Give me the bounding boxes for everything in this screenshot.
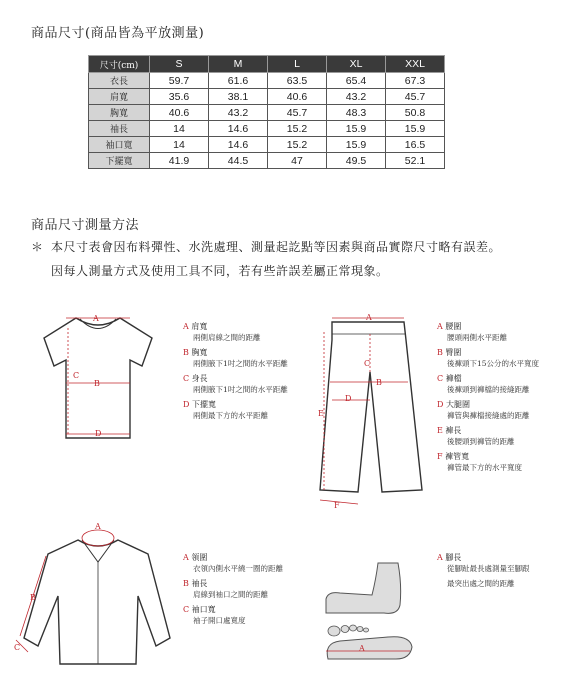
- tshirt-mark-a: A: [93, 314, 99, 323]
- table-cell: 15.2: [268, 137, 327, 153]
- row-label: 袖長: [89, 121, 150, 137]
- note-line-1: 本尺寸表會因布料彈性、水洗處理、測量起訖點等因素與商品實際尺寸略有誤差。: [51, 240, 502, 254]
- table-cell: 15.9: [327, 137, 386, 153]
- header-cell: L: [268, 56, 327, 73]
- table-cell: 43.2: [209, 105, 268, 121]
- table-cell: 15.2: [268, 121, 327, 137]
- table-cell: 14: [150, 121, 209, 137]
- table-row: [89, 105, 445, 121]
- header-cell: M: [209, 56, 268, 73]
- table-cell: 52.1: [386, 153, 445, 169]
- feet-legend: A 腳長 從腳趾最長處測量至腳跟 最突出處之間的距離: [437, 553, 530, 588]
- table-cell: 43.2: [327, 89, 386, 105]
- row-label: 下擺寬: [89, 153, 150, 169]
- table-cell: 14.6: [209, 137, 268, 153]
- shirt-mark-a: A: [95, 522, 101, 531]
- table-row: [89, 89, 445, 105]
- table-cell: 41.9: [150, 153, 209, 169]
- row-label: 衣長: [89, 73, 150, 89]
- shirt-mark-c: C: [14, 643, 21, 652]
- pants-legend: A 腰圍 腰頭兩側水平距離 B 臀圍 後褲頭下15公分的水平寬度 C 褲檔 後褲頭到褲檔的接縫距離 D 大腿圍 褲管與褲檔接縫處的距離 E 褲長 後腰頭到褲管的距離 F 褲管寬 褲管最下方的水平寬度: [437, 322, 540, 472]
- table-row: [89, 137, 445, 153]
- method-title: 商品尺寸測量方法: [31, 218, 140, 233]
- table-cell: 49.5: [327, 153, 386, 169]
- table-cell: 63.5: [268, 73, 327, 89]
- header-cell: XXL: [386, 56, 445, 73]
- pants-diagram: [310, 312, 430, 512]
- pants-mark-e: E: [318, 409, 324, 418]
- pants-mark-a: A: [366, 313, 372, 322]
- shirt-legend: A 領圍 衣領內側水平繞一圈的距離 B 袖長 肩線到袖口之間的距離 C 袖口寬 袖子開口處寬度: [183, 553, 283, 625]
- table-row: [89, 73, 445, 89]
- table-row: [89, 153, 445, 169]
- table-cell: 16.5: [386, 137, 445, 153]
- table-cell: 44.5: [209, 153, 268, 169]
- table-cell: 35.6: [150, 89, 209, 105]
- pants-mark-d: D: [345, 394, 352, 403]
- note-line-2: 因每人測量方式及使用工具不同，若有些許誤差屬正常現象。: [51, 264, 389, 278]
- table-cell: 50.8: [386, 105, 445, 121]
- header-cell: XL: [327, 56, 386, 73]
- tshirt-mark-b: B: [94, 379, 100, 388]
- pants-mark-f: F: [334, 501, 340, 510]
- tshirt-mark-d: D: [95, 429, 102, 438]
- size-table: [88, 55, 445, 169]
- feet-mark-a: A: [359, 644, 365, 653]
- table-row: [89, 121, 445, 137]
- header-cell: S: [150, 56, 209, 73]
- table-cell: 14.6: [209, 121, 268, 137]
- table-cell: 38.1: [209, 89, 268, 105]
- feet-diagram: [318, 555, 418, 670]
- table-cell: 15.9: [386, 121, 445, 137]
- table-cell: 48.3: [327, 105, 386, 121]
- table-cell: 61.6: [209, 73, 268, 89]
- table-cell: 15.9: [327, 121, 386, 137]
- table-cell: 59.7: [150, 73, 209, 89]
- table-cell: 45.7: [386, 89, 445, 105]
- table-cell: 47: [268, 153, 327, 169]
- row-label: 胸寬: [89, 105, 150, 121]
- size-title: 商品尺寸(商品皆為平放測量): [31, 26, 205, 41]
- table-header-row: [89, 56, 445, 73]
- table-cell: 40.6: [268, 89, 327, 105]
- table-cell: 67.3: [386, 73, 445, 89]
- table-cell: 40.6: [150, 105, 209, 121]
- table-cell: 45.7: [268, 105, 327, 121]
- header-cell: 尺寸(cm): [89, 56, 150, 73]
- table-cell: 65.4: [327, 73, 386, 89]
- row-label: 肩寬: [89, 89, 150, 105]
- pants-mark-b: B: [376, 378, 382, 387]
- shirt-mark-b: B: [30, 593, 36, 602]
- note-mark: ＊: [31, 240, 44, 254]
- table-cell: 14: [150, 137, 209, 153]
- tshirt-legend: A 肩寬 兩側肩線之間的距離 B 胸寬 兩側腋下1吋之間的水平距離 C 身長 兩側腋下1吋之間的水平距離 D 下擺寬 兩側最下方的水平距離: [183, 322, 288, 420]
- tshirt-mark-c: C: [73, 371, 80, 380]
- row-label: 袖口寬: [89, 137, 150, 153]
- pants-mark-c: C: [364, 359, 371, 368]
